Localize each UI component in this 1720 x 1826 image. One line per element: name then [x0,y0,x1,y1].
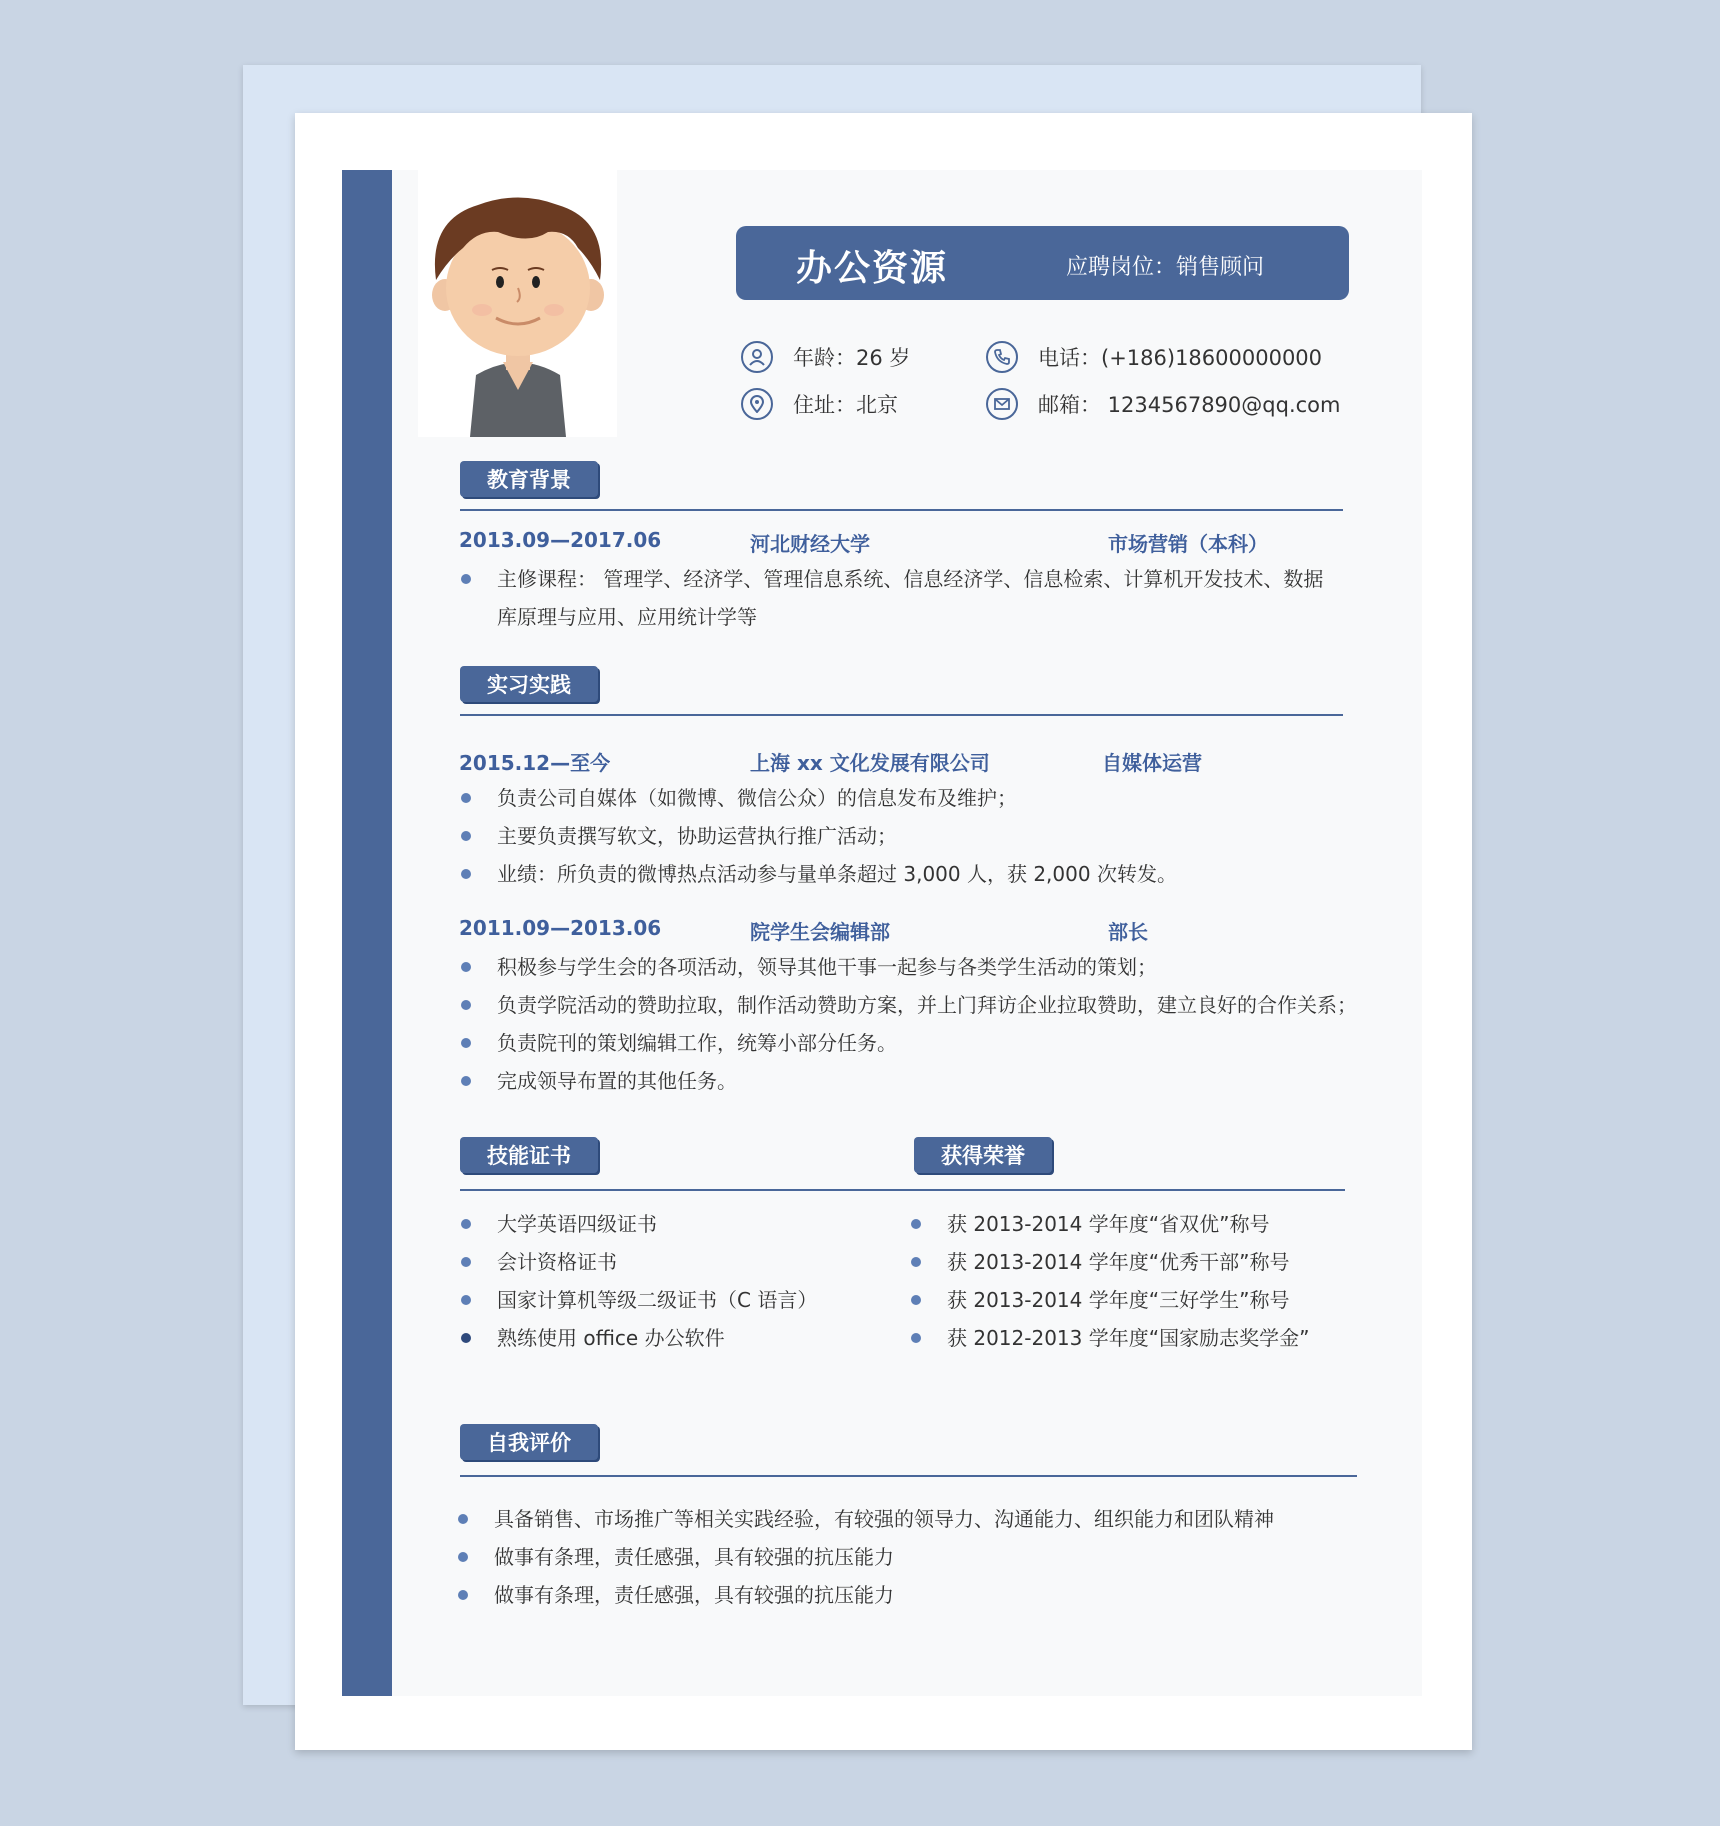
bullet-dot [911,1295,921,1305]
bullet-dot [461,1257,471,1267]
info-email [986,388,1340,420]
bullet-dot [461,962,471,972]
phone-icon [986,341,1018,373]
bullet-dot [461,831,471,841]
skills-section-title: 技能证书 [460,1137,598,1173]
education-section-title: 教育背景 [460,461,598,497]
honor-item: 获 2013-2014 学年度“优秀干部”称号 [947,1243,1289,1281]
phone-text: 电话：(+186)18600000000 [1038,346,1323,370]
self-eval-item: 具备销售、市场推广等相关实践经验，有较强的领导力、沟通能力、组织能力和团队精神 [494,1500,1274,1538]
practice-1-date: 2015.12—至今 [459,751,611,775]
bullet-dot [458,1590,468,1600]
practice-1-point: 业绩：所负责的微博热点活动参与量单条超过 3,000 人，获 2,000 次转发。 [497,855,1177,893]
bullet-dot [461,1038,471,1048]
practice-divider [460,714,1343,716]
bullet-dot [911,1257,921,1267]
bullet-dot [461,1333,471,1343]
skills-honors-divider [460,1189,1345,1191]
side-accent-bar [342,170,392,1696]
age-text: 年龄：26 岁 [793,346,911,370]
avatar [418,170,617,437]
education-date: 2013.09—2017.06 [459,528,662,552]
person-icon [741,341,773,373]
bullet-dot [911,1219,921,1229]
cartoon-avatar-icon [418,170,617,437]
honor-item: 获 2012-2013 学年度“国家励志奖学金” [947,1319,1309,1357]
practice-2-org: 院学生会编辑部 [750,920,890,944]
honor-item: 获 2013-2014 学年度“省双优”称号 [947,1205,1269,1243]
info-phone [986,341,1322,373]
practice-2-point: 负责院刊的策划编辑工作，统筹小部分任务。 [497,1024,897,1062]
honor-item: 获 2013-2014 学年度“三好学生”称号 [947,1281,1289,1319]
practice-2-point: 负责学院活动的赞助拉取，制作活动赞助方案，并上门拜访企业拉取赞助，建立良好的合作关系； [497,986,1357,1024]
bullet-dot [461,869,471,879]
practice-2-role: 部长 [1108,920,1148,944]
bullet-dot [911,1333,921,1343]
bullet-dot [461,1295,471,1305]
practice-1-point: 主要负责撰写软文，协助运营执行推广活动； [497,817,897,855]
practice-1-role: 自媒体运营 [1102,751,1202,775]
self-eval-divider [460,1475,1357,1477]
bullet-dot [458,1552,468,1562]
email-text: 邮箱： 1234567890@qq.com [1038,393,1341,417]
bullet-dot [461,1000,471,1010]
skill-item: 大学英语四级证书 [497,1205,657,1243]
practice-2-point: 积极参与学生会的各项活动，领导其他干事一起参与各类学生活动的策划； [497,948,1157,986]
practice-2-date: 2011.09—2013.06 [459,916,662,940]
skill-item: 熟练使用 office 办公软件 [497,1319,725,1357]
bullet-dot [461,574,471,584]
self-eval-section-title: 自我评价 [460,1424,598,1460]
address-text: 住址：北京 [793,393,898,417]
bullet-dot [458,1514,468,1524]
self-eval-item: 做事有条理，责任感强，具有较强的抗压能力 [494,1576,894,1614]
practice-2-point: 完成领导布置的其他任务。 [497,1062,737,1100]
name-banner [736,226,1349,300]
practice-section-title: 实习实践 [460,666,598,702]
bullet-dot [461,793,471,803]
education-courses-line1: 主修课程： 管理学、经济学、管理信息系统、信息经济学、信息检索、计算机开发技术、数据 [497,560,1323,598]
mail-icon [986,388,1018,420]
self-eval-item: 做事有条理，责任感强，具有较强的抗压能力 [494,1538,894,1576]
practice-1-point: 负责公司自媒体（如微博、微信公众）的信息发布及维护； [497,779,1017,817]
bullet-dot [461,1219,471,1229]
bullet-dot [461,1076,471,1086]
education-divider [460,509,1343,511]
skill-item: 会计资格证书 [497,1243,617,1281]
education-major: 市场营销（本科） [1108,532,1268,556]
honors-section-title: 获得荣誉 [914,1137,1052,1173]
info-address [741,388,898,420]
skill-item: 国家计算机等级二级证书（C 语言） [497,1281,817,1319]
location-pin-icon [741,388,773,420]
applied-position: 应聘岗位：销售顾问 [1066,255,1265,280]
info-age [741,341,910,373]
practice-1-org: 上海 xx 文化发展有限公司 [750,751,990,775]
education-school: 河北财经大学 [750,532,870,556]
candidate-name: 办公资源 [796,248,949,289]
education-courses-line2: 库原理与应用、应用统计学等 [497,605,757,629]
